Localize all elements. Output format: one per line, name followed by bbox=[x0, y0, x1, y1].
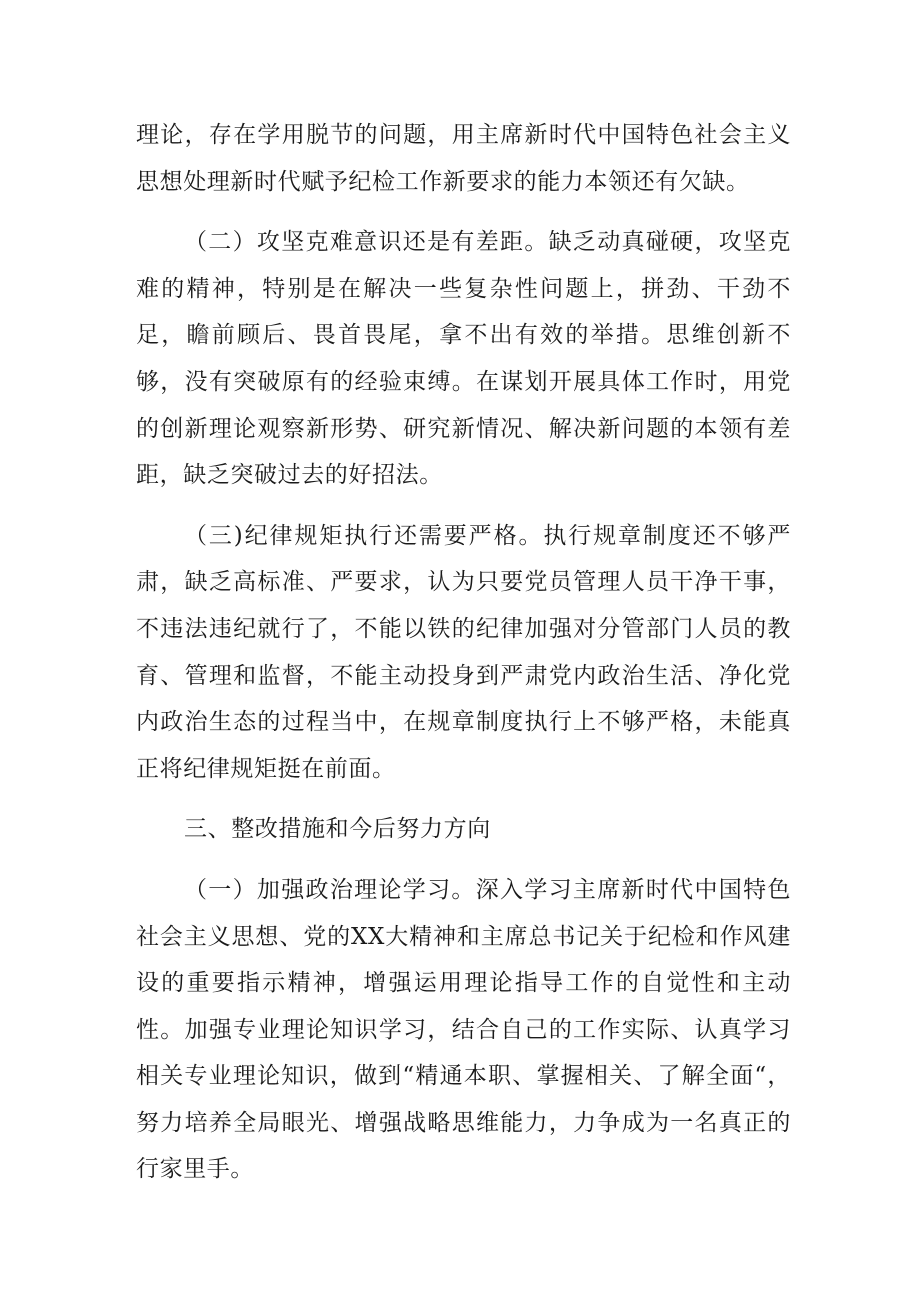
paragraph-measure-1: （一）加强政治理论学习。深入学习主席新时代中国特色社会主义思想、党的XX大精神和主席总书记关于纪检和作风建设的重要指示精神，增强运用理论指导工作的自觉性和主动性。加强专业理论知识学习，结合自己的工作实际、认真学习相关专业理论知识，做到“精通本职、掌握相关、了解全面“，努力培养全局眼光、增强战略思维能力，力争成为一名真正的行家里手。 bbox=[136, 876, 791, 1183]
paragraph-continuation: 理论，存在学用脱节的问题，用主席新时代中国特色社会主义思想处理新时代赋予纪检工作新要求的能力本领还有欠缺。 bbox=[136, 122, 791, 195]
section-heading-rectification: 三、整改措施和今后努力方向 bbox=[184, 816, 491, 843]
paragraph-section-3: （三)纪律规矩执行还需要严格。执行规章制度还不够严肃，缺乏高标准、严要求，认为只要党员管理人员干净干事，不违法违纪就行了，不能以铁的纪律加强对分管部门人员的教育、管理和监督，不能主动投身到严肃党内政治生活、净化党内政治生态的过程当中，在规章制度执行上不够严格，未能真正将纪律规矩挺在前面。 bbox=[136, 522, 791, 782]
paragraph-section-2: （二）攻坚克难意识还是有差距。缺乏动真碰硬，攻坚克难的精神，特别是在解决一些复杂性问题上，拼劲、干劲不足，瞻前顾后、畏首畏尾，拿不出有效的举措。思维创新不够，没有突破原有的经验束缚。在谋划开展具体工作时，用党的创新理论观察新形势、研究新情况、解决新问题的本领有差距，缺乏突破过去的好招法。 bbox=[136, 229, 791, 489]
document-body bbox=[136, 112, 791, 1193]
